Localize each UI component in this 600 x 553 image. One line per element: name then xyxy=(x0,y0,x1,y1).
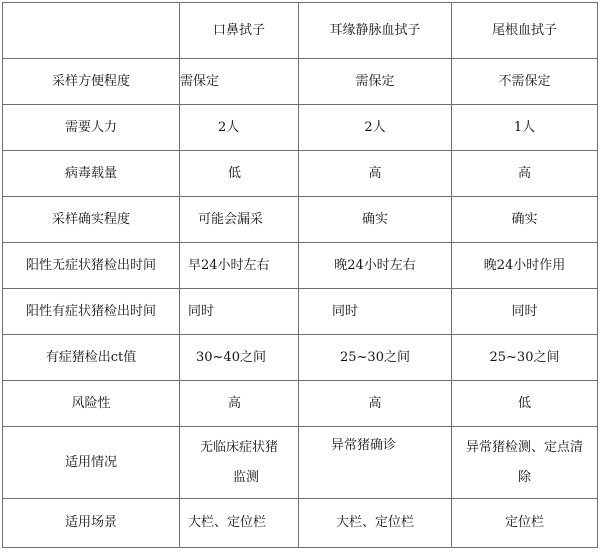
cell-oral-nasal xyxy=(180,427,299,499)
cell-tail-root: 高 xyxy=(452,151,598,197)
row-label: 有症猪检出ct值 xyxy=(3,335,180,381)
cell-ear-vein: 需保定 xyxy=(299,59,452,105)
cell-line: 异常猪检测、定点清 xyxy=(465,439,583,455)
cell-tail-root: 同时 xyxy=(452,289,598,335)
header-empty-cell xyxy=(3,3,180,59)
cell-line: 除 xyxy=(517,469,531,485)
row-label: 适用情况 xyxy=(3,427,180,499)
cell-ear-vein: 大栏、定位栏 xyxy=(299,499,452,548)
row-label: 风险性 xyxy=(3,381,180,427)
cell-ear-vein: 高 xyxy=(299,381,452,427)
cell-line: 监测 xyxy=(232,469,259,485)
header-ear-vein-blood-swab: 耳缘静脉血拭子 xyxy=(299,3,452,59)
cell-tail-root: 确实 xyxy=(452,197,598,243)
table-row xyxy=(3,427,598,499)
row-label: 采样方便程度 xyxy=(3,59,180,105)
table-row xyxy=(3,105,598,151)
cell-tail-root: 低 xyxy=(452,381,598,427)
cell-oral-nasal: 需保定 xyxy=(180,59,299,105)
cell-tail-root: 25~30之间 xyxy=(452,335,598,381)
cell-tail-root: 1人 xyxy=(452,105,598,151)
row-label: 适用场景 xyxy=(3,499,180,548)
cell-ear-vein: 同时 xyxy=(299,289,452,335)
cell-ear-vein: 25~30之间 xyxy=(299,335,452,381)
table-row xyxy=(3,335,598,381)
cell-tail-root xyxy=(452,427,598,499)
table-row xyxy=(3,243,598,289)
table-row xyxy=(3,289,598,335)
cell-oral-nasal: 可能会漏采 xyxy=(180,197,299,243)
cell-oral-nasal: 早24小时左右 xyxy=(180,243,299,289)
cell-oral-nasal: 大栏、定位栏 xyxy=(180,499,299,548)
table-row xyxy=(3,151,598,197)
cell-oral-nasal: 30~40之间 xyxy=(180,335,299,381)
cell-ear-vein: 异常猪确诊 xyxy=(299,427,452,499)
row-label: 阳性无症状猪检出时间 xyxy=(3,243,180,289)
cell-tail-root: 晚24小时作用 xyxy=(452,243,598,289)
header-row xyxy=(3,3,598,59)
cell-line: 无临床症状猪 xyxy=(200,439,279,455)
cell-oral-nasal: 2人 xyxy=(180,105,299,151)
cell-ear-vein: 2人 xyxy=(299,105,452,151)
comparison-table xyxy=(2,2,598,548)
header-oral-nasal-swab: 口鼻拭子 xyxy=(180,3,299,59)
cell-ear-vein: 确实 xyxy=(299,197,452,243)
table-row xyxy=(3,499,598,548)
cell-oral-nasal: 低 xyxy=(180,151,299,197)
cell-ear-vein: 晚24小时左右 xyxy=(299,243,452,289)
row-label: 病毒载量 xyxy=(3,151,180,197)
table-row xyxy=(3,59,598,105)
cell-oral-nasal: 同时 xyxy=(180,289,299,335)
cell-oral-nasal: 高 xyxy=(180,381,299,427)
cell-tail-root: 定位栏 xyxy=(452,499,598,548)
table-row xyxy=(3,381,598,427)
cell-tail-root: 不需保定 xyxy=(452,59,598,105)
row-label: 采样确实程度 xyxy=(3,197,180,243)
cell-ear-vein: 高 xyxy=(299,151,452,197)
header-tail-root-blood-swab: 尾根血拭子 xyxy=(452,3,598,59)
table-row xyxy=(3,197,598,243)
row-label: 阳性有症状猪检出时间 xyxy=(3,289,180,335)
row-label: 需要人力 xyxy=(3,105,180,151)
